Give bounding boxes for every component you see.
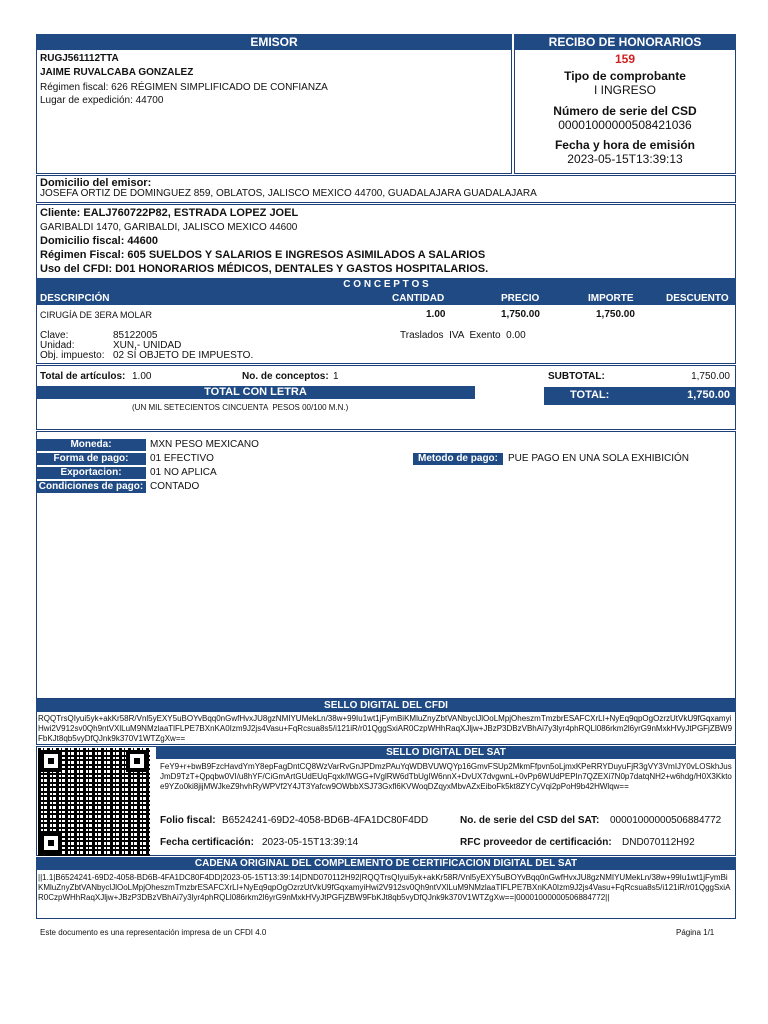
subtotal-value: 1,750.00	[691, 371, 730, 382]
item-cantidad: 1.00	[426, 309, 446, 320]
emisor-nombre: JAIME RUVALCABA GONZALEZ	[40, 67, 194, 78]
folio-fiscal-value: B6524241-69D2-4058-BD6B-4FA1DC80F4DD	[222, 815, 429, 826]
moneda-value: MXN PESO MEXICANO	[150, 439, 259, 450]
exportacion-value: 01 NO APLICA	[150, 467, 217, 478]
total-label: TOTAL:	[570, 389, 610, 401]
condiciones-pago-value: CONTADO	[150, 481, 200, 492]
cliente-regimen: Régimen Fiscal: 605 SUELDOS Y SALARIOS E INGRESOS ASIMILADOS A SALARIOS	[40, 249, 486, 261]
item-unidad-label: Unidad:	[40, 340, 75, 351]
tipo-comprobante-value: I INGRESO	[593, 83, 656, 97]
item-importe: 1,750.00	[596, 309, 635, 320]
cadena-value: ||1.1|B6524241-69D2-4058-BD6B-4FA1DC80F4DD|2023-05-15T13:39:14|DND070112H92|RQQTrsQIyui5yk+akKr58R/Vnl5yEXY5uBOYvBqq0nGwfHvxJU8gzNMIYUMekLn/38w+99Iu1wt1jFymBiKMluZnyZbtVANbyclJlOoLMpjOheszmTmzbrESAFCXrLI+NyEq9qpOgOzrzUtVkU9fGqxamyiHwi2V912sv0Qh9ntVXlLuM9NMzlaaTlFLPE7BXnKA0Izm9J2js4Vasu+FqRcsua8s5/i121iR/r01QggSxiAR0CzpWHhRaqXJljw+JBzP3DBzVBhAi7y3lyr4phRQLl086rkm2l6yrG9nMxkHVyJtPGFjZBW9FbKJt8qb5vyDfQJnk9k370V1WTZgXw==|00001000000506884772||	[38, 873, 731, 902]
domicilio-emisor-value: JOSEFA ORTIZ DE DOMINGUEZ 859, OBLATOS, JALISCO MEXICO 44700, GUADALAJARA GUADALAJARA	[40, 188, 537, 199]
item-traslados: Traslados IVA Exento 0.00	[400, 330, 526, 341]
metodo-pago-label: Metodo de pago:	[413, 453, 503, 465]
item-unidad-value: XUN,- UNIDAD	[113, 340, 182, 351]
total-articulos-label: Total de artículos:	[40, 371, 126, 382]
fecha-emision-value: 2023-05-15T13:39:13	[567, 152, 683, 166]
conceptos-header: C O N C E P T O S	[36, 278, 736, 291]
item-obj-label: Obj. impuesto:	[40, 350, 105, 361]
rfc-proveedor-label: RFC proveedor de certificación:	[460, 837, 612, 848]
cliente-domicilio-fiscal: Domicilio fiscal: 44600	[40, 235, 158, 247]
tipo-comprobante-label: Tipo de comprobante	[564, 69, 686, 83]
item-descripcion: CIRUGÍA DE 3ERA MOLAR	[40, 310, 153, 320]
emisor-regimen: Régimen fiscal: 626 RÉGIMEN SIMPLIFICADO DE CONFIANZA	[40, 82, 328, 93]
exportacion-label: Exportacion:	[36, 467, 146, 479]
rfc-proveedor-value: DND070112H92	[622, 837, 695, 848]
fecha-certificacion-value: 2023-05-15T13:39:14	[262, 837, 359, 848]
page-number: Página 1/1	[676, 928, 715, 937]
subtotal-label: SUBTOTAL:	[548, 371, 605, 382]
col-descuento: DESCUENTO	[666, 293, 729, 304]
total-articulos-value: 1.00	[132, 371, 152, 382]
num-conceptos-label: No. de conceptos:	[242, 371, 329, 382]
item-precio: 1,750.00	[501, 309, 540, 320]
sello-sat-value: FeY9+r+bwB9FzcHavdYmY8epFagDntCQ8WzVarRvGnJPDmzPAuYqWDBVUWQYp16GmvFSUp2MkmFfpvn5oLjmxKPeRRYDuyuFjR3gVY3VmIJY0vLOSkhJusJmD9TzT+Qpqbw0VI/u8hYF/CiGmArtGUdEUqFqxk/lWGG+lVglRW6dTbUgIW6nnX+DvUX7dvgwnL+0vPp6WUdPEPIn7QZEXi7N0p7datqNH2+w6hdg/H0X3Kktoe9YZo0ki8jijMWJkeZ9hvhRyWPVf2Y4JT3Yafcw9OWbbXSJ73Gxfl6KVWoqDZqyxMbvAZxEiboFk5kt8ZYCyVqi2pPoH9b42HWlqw==	[160, 762, 732, 791]
qr-finder-top-right	[126, 750, 148, 772]
cliente-line: Cliente: EALJ760722P82, ESTRADA LOPEZ JOEL	[40, 207, 299, 219]
sello-cfdi-header: SELLO DIGITAL DEL CFDI	[36, 699, 736, 712]
cliente-direccion: GARIBALDI 1470, GARIBALDI, JALISCO MEXICO 44600	[40, 222, 298, 233]
emisor-header: EMISOR	[36, 34, 512, 50]
forma-pago-label: Forma de pago:	[36, 453, 146, 465]
total-value: 1,750.00	[687, 389, 730, 401]
fecha-certificacion-label: Fecha certificación:	[160, 837, 254, 848]
forma-pago-value: 01 EFECTIVO	[150, 453, 214, 464]
no-serie-sat-label: No. de serie del CSD del SAT:	[460, 815, 600, 826]
col-precio: PRECIO	[501, 293, 540, 304]
qr-finder-top-left	[40, 750, 62, 772]
qr-finder-bottom-left	[40, 832, 62, 854]
col-descripcion: DESCRIPCIÓN	[40, 293, 110, 304]
item-clave-label: Clave:	[40, 330, 69, 341]
serie-csd-label: Número de serie del CSD	[553, 104, 697, 118]
folio-fiscal-label: Folio fiscal:	[160, 815, 216, 826]
sello-sat-header: SELLO DIGITAL DEL SAT	[156, 746, 736, 759]
item-clave-value: 85122005	[113, 330, 158, 341]
sello-cfdi-value: RQQTrsQIyui5yk+akKr58R/Vnl5yEXY5uBOYvBqq0nGwfHvxJU8gzNMIYUMekLn/38w+99Iu1wt1jFymBiKMluZnyZbtVANbyclJlOoLMpjOheszmTmzbrESAFCXrLI+NyEq9qpOgOzrzUtVkU9fGqxamyiHwi2V912sv0Qh9ntVXlLuM9NMzlaaTlFLPE7BXnKA0Izm9J2js4Vasu+FqRcsua8s5/i121iR/r01QggSxiAR0CzpWHhRaqXJljw+JBzP3DBzVBhAi7y3lyr4phRQLl086rkm2l6yrG9nMxkHVyJtPGFjZBW9FbKJt8qb5vyDfQJnk9k370V1WTZgXw==	[38, 714, 733, 743]
condiciones-pago-label: Condiciones de pago:	[36, 481, 146, 493]
num-conceptos-value: 1	[333, 371, 339, 382]
col-importe: IMPORTE	[588, 293, 634, 304]
domicilio-emisor-label: Domicilio del emisor:	[40, 177, 152, 189]
recibo-header: RECIBO DE HONORARIOS	[514, 34, 736, 50]
total-letra-header: TOTAL CON LETRA	[36, 386, 475, 399]
recibo-folio: 159	[614, 52, 636, 66]
col-cantidad: CANTIDAD	[392, 293, 445, 304]
item-obj-value: 02 SÍ OBJETO DE IMPUESTO.	[113, 350, 254, 361]
fecha-emision-label: Fecha y hora de emisión	[554, 138, 696, 152]
emisor-lugar: Lugar de expedición: 44700	[40, 95, 164, 106]
metodo-pago-value: PUE PAGO EN UNA SOLA EXHIBICIÓN	[508, 453, 689, 464]
footer-note: Este documento es una representación impresa de un CFDI 4.0	[40, 928, 267, 937]
total-letra: (UN MIL SETECIENTOS CINCUENTA PESOS 00/100 M.N.)	[132, 403, 349, 412]
emisor-rfc: RUGJ561112TTA	[40, 53, 119, 64]
no-serie-sat-value: 00001000000506884772	[610, 815, 722, 826]
moneda-label: Moneda:	[36, 439, 146, 451]
serie-csd-value: 00001000000508421036	[558, 118, 692, 132]
cliente-uso-cfdi: Uso del CFDI: D01 HONORARIOS MÉDICOS, DENTALES Y GASTOS HOSPITALARIOS.	[40, 263, 489, 275]
cadena-header: CADENA ORIGINAL DEL COMPLEMENTO DE CERTIFICACION DIGITAL DEL SAT	[36, 857, 736, 870]
